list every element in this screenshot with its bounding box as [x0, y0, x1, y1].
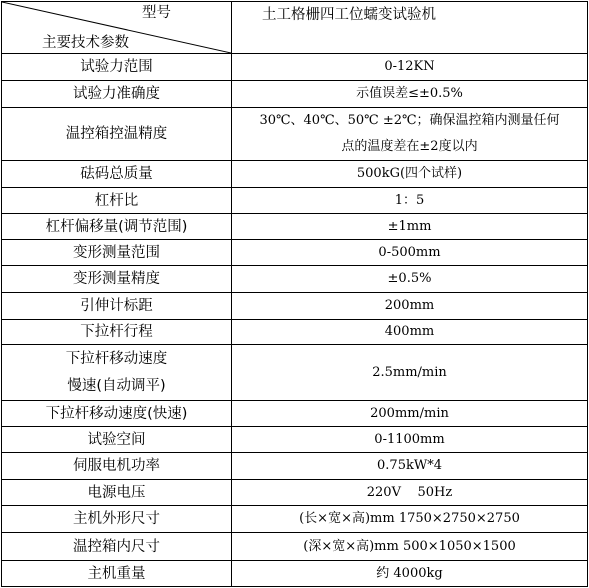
- row-label: 下拉杆行程: [2, 320, 232, 345]
- row-value-line: 30℃、40℃、50℃ ±2℃；确保温控箱内测量任何: [259, 113, 560, 128]
- table-row: [2, 453, 588, 480]
- header-diagonal-cell: [2, 2, 232, 54]
- row-value: 400mm: [232, 320, 588, 345]
- row-label: 变形测量范围: [2, 240, 232, 266]
- row-label: 砝码总质量: [2, 161, 232, 188]
- params-label: 主要技术参数: [42, 35, 129, 51]
- row-value: 1：5: [232, 188, 588, 214]
- table-row: [2, 214, 588, 240]
- table-row: [2, 480, 588, 506]
- row-value-line: 点的温度差在±2度以内: [341, 139, 478, 154]
- row-value: (深×宽×高)mm 500×1050×1500: [232, 533, 588, 561]
- row-label: 试验力准确度: [2, 81, 232, 108]
- table-row: [2, 81, 588, 108]
- table-row: [2, 108, 588, 161]
- header-row: [2, 2, 588, 54]
- row-value: [232, 108, 588, 161]
- row-label: 主机重量: [2, 561, 232, 587]
- row-label: 温控箱控温精度: [2, 108, 232, 161]
- row-label: 试验力范围: [2, 54, 232, 81]
- table-row: [2, 506, 588, 533]
- model-value: 土工格栅四工位蠕变试验机: [232, 2, 588, 54]
- row-label: 伺服电机功率: [2, 453, 232, 480]
- table-row: [2, 345, 588, 401]
- table-row: [2, 240, 588, 266]
- row-label-line: 下拉杆移动速度: [65, 350, 168, 367]
- row-label: 电源电压: [2, 480, 232, 506]
- model-label: 型号: [142, 5, 171, 21]
- row-value: 200mm/min: [232, 401, 588, 427]
- row-label: 试验空间: [2, 427, 232, 453]
- table-row: [2, 561, 588, 587]
- row-label: 主机外形尺寸: [2, 506, 232, 533]
- row-label: 温控箱内尺寸: [2, 533, 232, 561]
- table-row: [2, 320, 588, 345]
- table-row: [2, 266, 588, 293]
- row-value: 示值误差≤±0.5%: [232, 81, 588, 108]
- table-row: [2, 161, 588, 188]
- row-value: (长×宽×高)mm 1750×2750×2750: [232, 506, 588, 533]
- row-label: 下拉杆移动速度(快速): [2, 401, 232, 427]
- table-row: [2, 533, 588, 561]
- row-label: 变形测量精度: [2, 266, 232, 293]
- row-value: ±0.5%: [232, 266, 588, 293]
- row-value: 约 4000kg: [232, 561, 588, 587]
- table-row: [2, 401, 588, 427]
- row-label: 杠杆比: [2, 188, 232, 214]
- spec-table: [1, 1, 588, 587]
- row-value: 0-1100mm: [232, 427, 588, 453]
- row-value: 220V 50Hz: [232, 480, 588, 506]
- table-row: [2, 188, 588, 214]
- row-value: 0-500mm: [232, 240, 588, 266]
- row-value: 2.5mm/min: [232, 345, 588, 401]
- row-label: 引伸计标距: [2, 293, 232, 320]
- table-row: [2, 293, 588, 320]
- table-row: [2, 427, 588, 453]
- row-value: 500kG(四个试样): [232, 161, 588, 188]
- row-value: 0.75kW*4: [232, 453, 588, 480]
- row-label: 杠杆偏移量(调节范围): [2, 214, 232, 240]
- row-value: 0-12KN: [232, 54, 588, 81]
- row-value: ±1mm: [232, 214, 588, 240]
- table-row: [2, 54, 588, 81]
- row-label: [2, 345, 232, 401]
- row-value: 200mm: [232, 293, 588, 320]
- row-label-line: 慢速(自动调平): [67, 377, 166, 394]
